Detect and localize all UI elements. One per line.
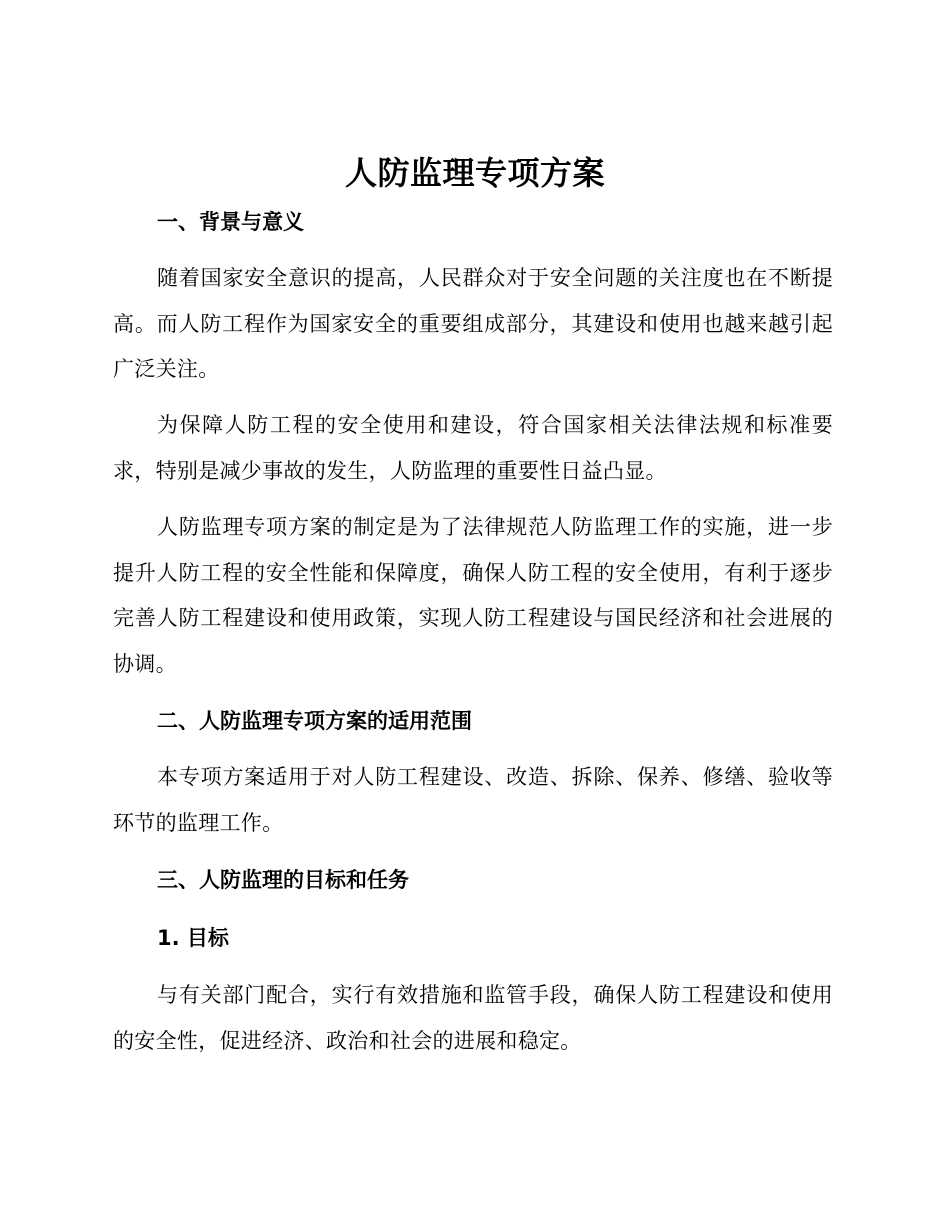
subsection-heading-goal: 1. 目标	[157, 926, 229, 950]
section-heading-goals: 三、人防监理的目标和任务	[157, 868, 409, 892]
paragraph-background-3: 人防监理专项方案的制定是为了法律规范人防监理工作的实施，进一步提升人防工程的安全性能和保障度，确保人防工程的安全使用，有利于逐步完善人防工程建设和使用政策，实现人防工程建设与国民经济和社会进展的协调。	[113, 515, 833, 676]
paragraph-background-2: 为保障人防工程的安全使用和建设，符合国家相关法律法规和标准要求，特别是减少事故的发生，人防监理的重要性日益凸显。	[113, 413, 833, 483]
document-title: 人防监理专项方案	[344, 154, 605, 192]
section-heading-background: 一、背景与意义	[157, 210, 304, 234]
paragraph-scope: 本专项方案适用于对人防工程建设、改造、拆除、保养、修缮、验收等环节的监理工作。	[113, 765, 833, 835]
paragraph-goal: 与有关部门配合，实行有效措施和监管手段，确保人防工程建设和使用的安全性，促进经济、政治和社会的进展和稳定。	[113, 983, 833, 1053]
section-heading-scope: 二、人防监理专项方案的适用范围	[157, 709, 472, 733]
paragraph-background-1: 随着国家安全意识的提高，人民群众对于安全问题的关注度也在不断提高。而人防工程作为国家安全的重要组成部分，其建设和使用也越来越引起广泛关注。	[113, 266, 833, 381]
